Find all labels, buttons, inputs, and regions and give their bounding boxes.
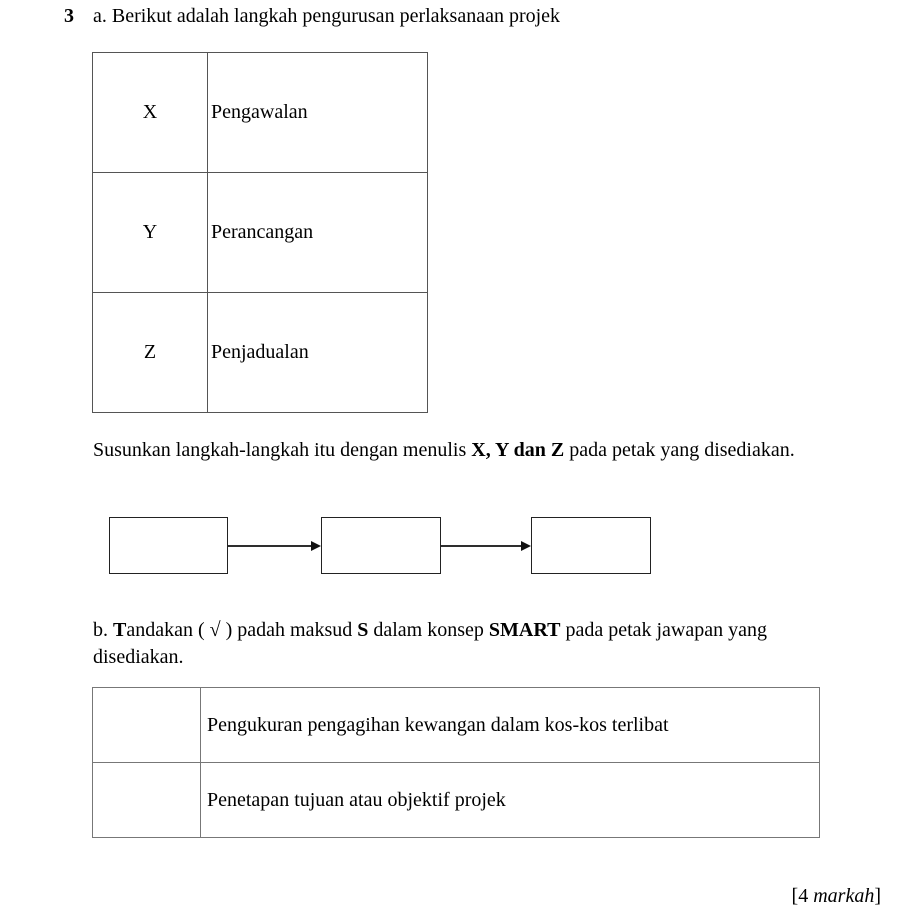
instruction-a-bold: X, Y dan Z [471,439,565,461]
instruction-b-bold-t: T [113,619,127,641]
step-value: Perancangan [208,173,428,293]
instruction-b-bold-s: S [357,619,369,641]
answer-box-3[interactable] [531,517,651,574]
marks-close: ] [874,885,881,907]
marks-open: [4 [791,885,814,907]
table-row [93,53,428,173]
instruction-b-seg3: pada petak jawapan yang disediakan. [93,619,768,668]
answer-option-text: Pengukuran pengagihan kewangan dalam kos-kos terlibat [201,688,820,763]
marks-label [792,885,881,908]
answer-option-text: Penetapan tujuan atau objektif projek [201,763,820,838]
answer-table [92,687,820,838]
tick-cell-2[interactable] [93,763,201,838]
instruction-a-text-before: Susunkan langkah-langkah itu dengan menulis [93,439,472,461]
table-row [93,688,820,763]
instruction-a [93,437,805,464]
marks-italic: markah [813,885,875,907]
instruction-b-seg2: dalam konsep [368,619,489,641]
step-key: X [93,53,208,173]
instruction-b-seg1: andakan ( √ ) padah maksud [126,619,358,641]
step-key: Z [93,293,208,413]
step-value: Pengawalan [208,53,428,173]
table-row [93,763,820,838]
instruction-b-prefix: b. [93,619,113,641]
step-key: Y [93,173,208,293]
step-value: Penjadualan [208,293,428,413]
answer-box-1[interactable] [109,517,228,574]
instruction-a-text-after: pada petak yang disediakan. [564,439,795,461]
instruction-b-bold-smart: SMART [488,619,561,641]
question-part-a-text: a. Berikut adalah langkah pengurusan perlaksanaan projek [93,5,561,27]
instruction-b [93,617,835,671]
table-row [93,293,428,413]
tick-cell-1[interactable] [93,688,201,763]
question-number: 3 [64,5,74,27]
answer-box-2[interactable] [321,517,441,574]
steps-table [92,52,428,413]
flow-arrow-icon [228,539,321,553]
table-row [93,173,428,293]
flow-arrow-icon [441,539,531,553]
